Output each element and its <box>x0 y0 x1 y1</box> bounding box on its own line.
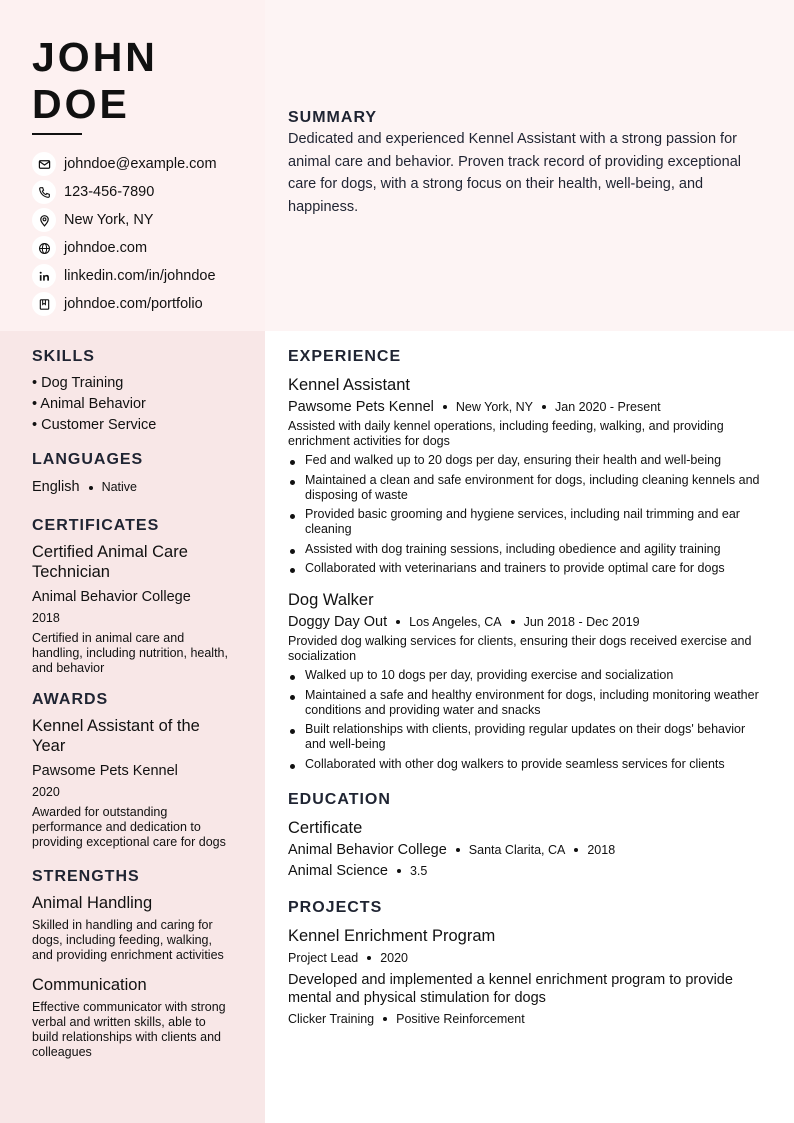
job-bullets <box>288 453 768 576</box>
education-meta <box>288 841 768 859</box>
job-title: Dog Walker <box>288 591 374 609</box>
languages-heading: LANGUAGES <box>32 451 144 468</box>
award-issuer: Pawsome Pets Kennel <box>32 763 178 779</box>
summary-section <box>288 108 768 218</box>
separator-dot <box>443 405 447 409</box>
skill-item: • Animal Behavior <box>32 396 146 412</box>
education-section <box>288 790 768 880</box>
certificate-year: 2018 <box>32 611 60 625</box>
project-name: Kennel Enrichment Program <box>288 926 496 945</box>
certificate-description: Certified in animal care and handling, including nutrition, health, and behavior <box>32 631 228 675</box>
skills-section <box>32 347 232 436</box>
job-bullet: Fed and walked up to 20 dogs per day, ensuring their health and well-being <box>288 453 768 468</box>
strengths-heading: STRENGTHS <box>32 868 140 885</box>
separator-dot <box>367 956 371 960</box>
location-icon <box>32 208 56 232</box>
job-dates: Jun 2018 - Dec 2019 <box>523 615 640 629</box>
award-name: Kennel Assistant of the Year <box>32 717 200 755</box>
languages-section <box>32 450 232 498</box>
projects-heading: PROJECTS <box>288 898 383 916</box>
project-tag: Positive Reinforcement <box>396 1011 525 1026</box>
job-bullet: Walked up to 10 dogs per day, providing exercise and socialization <box>288 668 768 683</box>
summary-text: Dedicated and experienced Kennel Assistant with a strong passion for animal care and behavior. Proven track record of providing exceptional care for dogs, with a strong focus on their health, well-being, and happiness. <box>288 131 741 215</box>
strength-description: Skilled in handling and caring for dogs, including feeding, walking, and providing enrichment activities <box>32 918 224 962</box>
education-gpa: 3.5 <box>409 863 428 878</box>
education-field-row <box>288 862 768 880</box>
main-content <box>288 347 768 1028</box>
contact-text: johndoe.com <box>64 240 148 256</box>
email-icon <box>32 152 56 176</box>
job-meta <box>288 398 768 416</box>
skill-item: • Customer Service <box>32 417 157 433</box>
experience-section <box>288 347 768 772</box>
skills-heading: SKILLS <box>32 348 95 365</box>
contact-text: johndoe@example.com <box>64 156 217 172</box>
job-description: Assisted with daily kennel operations, including feeding, walking, and providing enrichment activities for dogs <box>288 419 724 448</box>
certificate-name: Certified Animal Care Technician <box>32 543 188 581</box>
job-bullet: Provided basic grooming and hygiene services, including nail trimming and ear cleaning <box>288 507 768 537</box>
job-bullet: Maintained a safe and healthy environment for dogs, including monitoring weather conditions and providing water and snacks <box>288 688 768 718</box>
project-tags <box>288 1010 768 1028</box>
experience-heading: EXPERIENCE <box>288 348 402 365</box>
awards-heading: AWARDS <box>32 691 109 708</box>
contact-text: New York, NY <box>64 212 154 228</box>
job-location: New York, NY <box>455 400 534 414</box>
certificate-issuer: Animal Behavior College <box>32 589 191 605</box>
summary-heading: SUMMARY <box>288 109 378 126</box>
language-name: English <box>32 479 80 495</box>
education-degree: Certificate <box>288 818 363 837</box>
job-location: Los Angeles, CA <box>409 615 502 629</box>
portfolio-icon <box>32 292 56 316</box>
separator-dot <box>456 848 460 852</box>
job-description: Provided dog walking services for clients, ensuring their dogs received exercise and socialization <box>288 634 752 663</box>
name-divider <box>32 133 82 135</box>
globe-icon <box>32 236 56 260</box>
strength-description: Effective communicator with strong verbal and written skills, able to build relationships with clients and colleagues <box>32 1000 226 1059</box>
job-meta <box>288 613 768 631</box>
award-year: 2020 <box>32 785 60 799</box>
job-company: Pawsome Pets Kennel <box>288 399 434 415</box>
linkedin-icon <box>32 264 56 288</box>
award-description: Awarded for outstanding performance and dedication to providing exceptional care for dogs <box>32 805 226 849</box>
language-item <box>32 477 232 498</box>
project-role: Project Lead <box>288 950 359 965</box>
contact-location <box>32 206 257 234</box>
education-school: Animal Behavior College <box>288 841 447 858</box>
education-location: Santa Clarita, CA <box>468 842 566 857</box>
contact-list <box>32 150 257 318</box>
awards-section <box>32 690 232 850</box>
separator-dot <box>542 405 546 409</box>
contact-text: linkedin.com/in/johndoe <box>64 268 216 284</box>
contact-text: johndoe.com/portfolio <box>64 296 203 312</box>
job-bullet: Maintained a clean and safe environment for dogs, including cleaning kennels and disposing of waste <box>288 473 768 503</box>
contact-text: 123-456-7890 <box>64 184 155 200</box>
language-level: Native <box>101 480 137 494</box>
project-meta <box>288 949 768 967</box>
education-year: 2018 <box>587 842 616 857</box>
job-dates: Jan 2020 - Present <box>555 400 661 414</box>
contact-email[interactable] <box>32 150 257 178</box>
contact-portfolio[interactable] <box>32 290 257 318</box>
project-year: 2020 <box>380 950 408 965</box>
certificates-heading: CERTIFICATES <box>32 517 160 534</box>
contact-linkedin[interactable] <box>32 262 257 290</box>
candidate-name <box>32 34 158 128</box>
separator-dot <box>574 848 578 852</box>
separator-dot <box>397 869 401 873</box>
job-bullet: Built relationships with clients, providing regular updates on their dogs' behavior and well-being <box>288 722 768 752</box>
separator-dot <box>511 620 515 624</box>
job-entry <box>288 590 768 772</box>
strength-name: Communication <box>32 976 147 994</box>
separator-dot <box>383 1017 387 1021</box>
phone-icon <box>32 180 56 204</box>
education-heading: EDUCATION <box>288 790 391 808</box>
contact-phone[interactable] <box>32 178 257 206</box>
education-field: Animal Science <box>288 862 388 879</box>
skill-item: • Dog Training <box>32 375 124 391</box>
contact-website[interactable] <box>32 234 257 262</box>
certificates-section <box>32 516 232 676</box>
projects-section <box>288 898 768 1028</box>
last-name: DOE <box>32 81 130 127</box>
job-entry <box>288 375 768 576</box>
strength-name: Animal Handling <box>32 894 153 912</box>
job-bullet: Collaborated with other dog walkers to provide seamless services for clients <box>288 757 768 772</box>
separator-dot <box>89 486 93 490</box>
job-bullets <box>288 668 768 772</box>
first-name: JOHN <box>32 34 158 80</box>
job-bullet: Assisted with dog training sessions, including obedience and agility training <box>288 542 768 557</box>
job-bullet: Collaborated with veterinarians and trainers to provide optimal care for dogs <box>288 561 768 576</box>
project-tag: Clicker Training <box>288 1011 375 1026</box>
strengths-section <box>32 867 232 1060</box>
sidebar-content <box>32 347 232 1060</box>
job-title: Kennel Assistant <box>288 376 410 394</box>
job-company: Doggy Day Out <box>288 614 388 630</box>
project-description: Developed and implemented a kennel enrichment program to provide mental and physical stimulation for dogs <box>288 971 733 1006</box>
separator-dot <box>396 620 400 624</box>
